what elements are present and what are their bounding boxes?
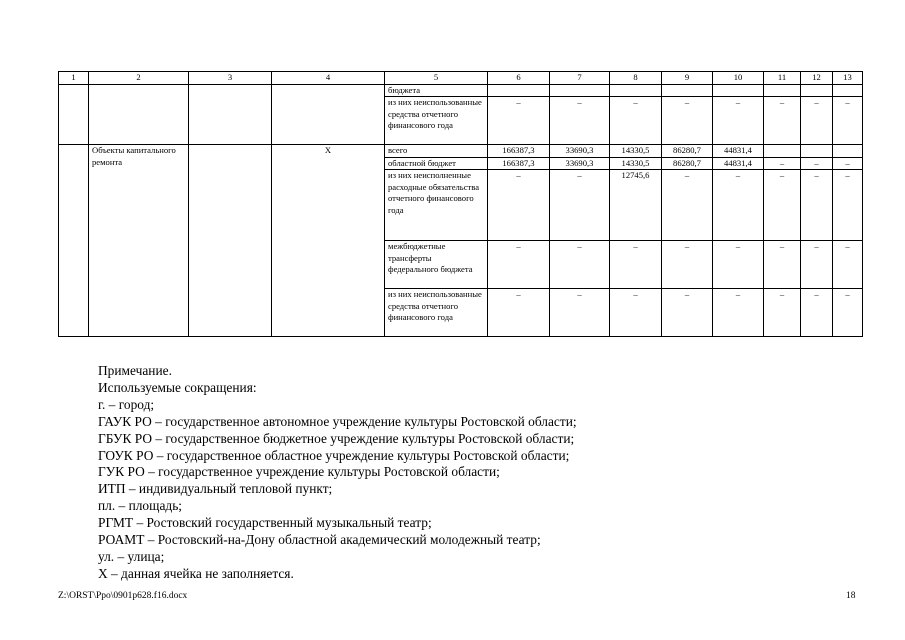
note-line: ГБУК РО – государственное бюджетное учреждение культуры Ростовской области;: [98, 430, 575, 446]
column-number-row: [59, 72, 863, 85]
value-cell: 166387,3: [488, 145, 550, 158]
budget-table: [58, 71, 863, 337]
col-header: 6: [488, 72, 550, 85]
col-header: 2: [89, 72, 189, 85]
note-line: Х – данная ячейка не заполняется.: [98, 565, 294, 581]
file-path: Z:\ORST\Ppo\0901p628.f16.docx: [58, 591, 188, 601]
table-cell: [59, 84, 89, 145]
col-header: 7: [550, 72, 610, 85]
table-cell: [713, 84, 764, 97]
value-cell: –: [488, 170, 550, 241]
value-cell: –: [713, 170, 764, 241]
table-cell: [610, 84, 662, 97]
value-cell: –: [801, 289, 833, 337]
table-row: [59, 84, 863, 97]
value-cell: –: [550, 241, 610, 289]
value-cell: 14330,5: [610, 145, 662, 158]
col-header: 5: [385, 72, 488, 85]
value-cell: 44831,4: [713, 145, 764, 158]
row-label: из них неиспользованные средства отчетного финансового года: [385, 97, 488, 145]
value-cell: –: [610, 241, 662, 289]
value-cell: –: [833, 289, 863, 337]
row-label: бюджета: [385, 84, 488, 97]
value-cell: –: [764, 170, 801, 241]
col-header: 13: [833, 72, 863, 85]
value-cell: –: [764, 97, 801, 145]
value-cell: –: [610, 289, 662, 337]
x-mark: Х: [272, 145, 385, 337]
value-cell: 33690,3: [550, 157, 610, 170]
value-cell: –: [550, 289, 610, 337]
value-cell: –: [801, 241, 833, 289]
value-cell: –: [713, 97, 764, 145]
note-line: РОАМТ – Ростовский-на-Дону областной академический молодежный театр;: [98, 532, 541, 548]
value-cell: –: [488, 289, 550, 337]
object-name: Объекты капитального ремонта: [89, 145, 189, 337]
row-label: всего: [385, 145, 488, 158]
value-cell: –: [764, 241, 801, 289]
value-cell: –: [801, 170, 833, 241]
page-number: 18: [846, 591, 856, 601]
value-cell: –: [662, 289, 713, 337]
value-cell: 12745,6: [610, 170, 662, 241]
value-cell: –: [550, 97, 610, 145]
table-cell: [59, 145, 89, 337]
table-cell: [662, 84, 713, 97]
value-cell: –: [662, 241, 713, 289]
value-cell: –: [801, 157, 833, 170]
note-line: ГАУК РО – государственное автономное учреждение культуры Ростовской области;: [98, 413, 577, 429]
value-cell: 44831,4: [713, 157, 764, 170]
table-cell: [189, 84, 272, 145]
col-header: 4: [272, 72, 385, 85]
col-header: 10: [713, 72, 764, 85]
value-cell: –: [488, 97, 550, 145]
col-header: 12: [801, 72, 833, 85]
value-cell: [764, 145, 801, 158]
table-cell: [550, 84, 610, 97]
col-header: 11: [764, 72, 801, 85]
value-cell: –: [764, 289, 801, 337]
value-cell: [801, 145, 833, 158]
col-header: 9: [662, 72, 713, 85]
notes-section: [98, 363, 577, 583]
table-cell: [488, 84, 550, 97]
col-header: 3: [189, 72, 272, 85]
value-cell: 86280,7: [662, 145, 713, 158]
note-line: Используемые сокращения:: [98, 379, 257, 395]
row-label: областной бюджет: [385, 157, 488, 170]
note-line: ул. – улица;: [98, 548, 165, 564]
value-cell: –: [488, 241, 550, 289]
value-cell: 14330,5: [610, 157, 662, 170]
col-header: 1: [59, 72, 89, 85]
value-cell: –: [610, 97, 662, 145]
note-line: пл. – площадь;: [98, 498, 183, 514]
row-label: из них неиспользованные средства отчетного финансового года: [385, 289, 488, 337]
value-cell: –: [550, 170, 610, 241]
note-line: г. – город;: [98, 396, 155, 412]
note-line: ГУК РО – государственное учреждение культуры Ростовской области;: [98, 464, 500, 480]
table-cell: [189, 145, 272, 337]
note-title: Примечание.: [98, 363, 172, 378]
table-cell: [801, 84, 833, 97]
value-cell: –: [764, 157, 801, 170]
value-cell: –: [833, 241, 863, 289]
value-cell: 33690,3: [550, 145, 610, 158]
value-cell: –: [801, 97, 833, 145]
value-cell: –: [713, 241, 764, 289]
value-cell: –: [713, 289, 764, 337]
value-cell: –: [833, 97, 863, 145]
value-cell: [833, 145, 863, 158]
note-line: РГМТ – Ростовский государственный музыкальный театр;: [98, 515, 432, 531]
value-cell: 166387,3: [488, 157, 550, 170]
value-cell: –: [662, 97, 713, 145]
table-cell: [89, 84, 189, 145]
table-cell: [764, 84, 801, 97]
value-cell: –: [662, 170, 713, 241]
note-line: ИТП – индивидуальный тепловой пункт;: [98, 481, 333, 497]
note-line: ГОУК РО – государственное областное учреждение культуры Ростовской области;: [98, 447, 570, 463]
table-cell: [272, 84, 385, 145]
col-header: 8: [610, 72, 662, 85]
row-label: межбюджетные трансферты федерального бюджета: [385, 241, 488, 289]
value-cell: –: [833, 170, 863, 241]
table-cell: [833, 84, 863, 97]
row-label: из них неисполненные расходные обязательства отчетного финансового года: [385, 170, 488, 241]
table-row: [59, 145, 863, 158]
value-cell: –: [833, 157, 863, 170]
value-cell: 86280,7: [662, 157, 713, 170]
